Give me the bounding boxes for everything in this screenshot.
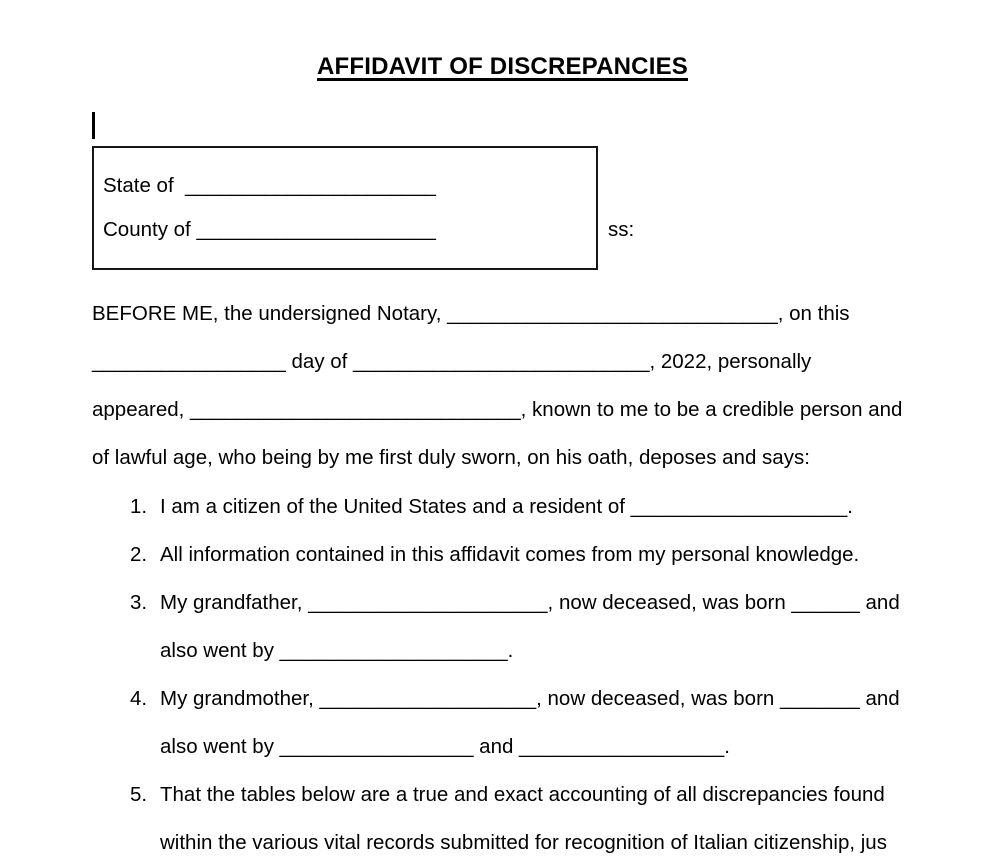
item-text: All information contained in this affidavit comes from my personal knowledge.: [160, 543, 860, 566]
ss-label: ss:: [608, 218, 635, 241]
preamble-line-2: _________________ day of __________________________, 2022, personally: [92, 350, 812, 373]
item-number: 3.: [130, 591, 148, 614]
item-number: 1.: [130, 495, 148, 518]
preamble-line-4: of lawful age, who being by me first duly sworn, on his oath, deposes and says:: [92, 446, 810, 469]
list-item-4: [130, 689, 900, 710]
item-text: My grandfather, _____________________, now deceased, was born ______ and: [160, 591, 900, 614]
item-number: 5.: [130, 783, 148, 806]
item-text: I am a citizen of the United States and a resident of ___________________.: [160, 495, 853, 518]
list-item-5-continuation: within the various vital records submitted for recognition of Italian citizenship, jus: [160, 831, 887, 854]
item-text: That the tables below are a true and exact accounting of all discrepancies found: [160, 783, 885, 806]
list-item-3: [130, 593, 900, 614]
list-item-4-continuation: also went by _________________ and __________________.: [160, 735, 730, 758]
county-of-line: County of _____________________: [103, 218, 436, 241]
list-item-1: [130, 497, 853, 518]
preamble-line-1: BEFORE ME, the undersigned Notary, _____________________________, on this: [92, 302, 850, 325]
page-title: AFFIDAVIT OF DISCREPANCIES: [317, 53, 688, 80]
list-item-3-continuation: also went by ____________________.: [160, 639, 514, 662]
state-of-line: State of ______________________: [103, 174, 436, 197]
list-item-5: [130, 785, 885, 806]
venue-box: [92, 146, 598, 270]
text-cursor: [92, 112, 95, 139]
item-number: 4.: [130, 687, 148, 710]
preamble-line-3: appeared, _____________________________, known to me to be a credible person and: [92, 398, 903, 421]
item-text: My grandmother, ___________________, now deceased, was born _______ and: [160, 687, 900, 710]
item-number: 2.: [130, 543, 148, 566]
list-item-2: [130, 545, 859, 566]
